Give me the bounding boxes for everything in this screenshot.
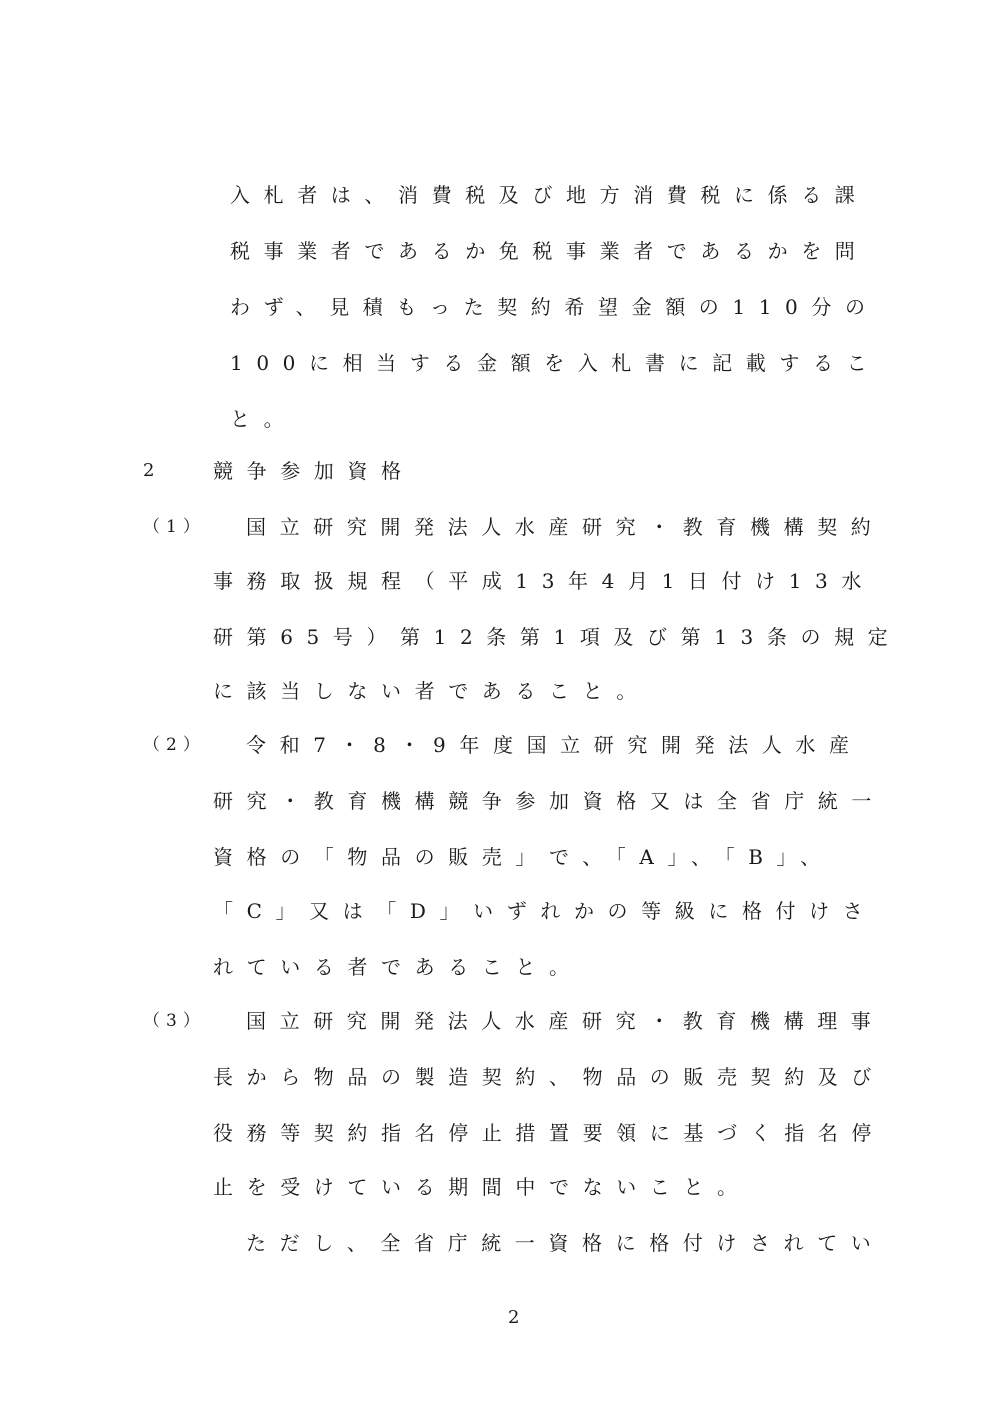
item-3-line-1: 国立研究開発法人水産研究・教育機構理事 xyxy=(246,1009,885,1033)
item-3-label: （3） xyxy=(143,1011,206,1031)
item-2-line-3: 資格の「物品の販売」で、「A」、「B」、 xyxy=(213,845,834,869)
item-1-label: （1） xyxy=(143,517,206,537)
section-heading: 競争参加資格 xyxy=(213,459,415,483)
intro-line-1: 入札者は、消費税及び地方消費税に係る課 xyxy=(230,183,869,207)
item-1-line-1: 国立研究開発法人水産研究・教育機構契約 xyxy=(246,515,885,539)
item-2-line-5: れている者であること。 xyxy=(213,955,583,979)
item-1-line-4: に該当しない者であること。 xyxy=(213,679,650,703)
item-2-line-2: 研究・教育機構競争参加資格又は全省庁統一 xyxy=(213,789,885,813)
item-2-line-1: 令和7・8・9年度国立研究開発法人水産 xyxy=(246,733,863,757)
item-1-line-3: 研第65号）第12条第1項及び第13条の規定 xyxy=(213,625,902,649)
item-1-line-2: 事務取扱規程（平成13年4月1日付け13水 xyxy=(213,569,875,593)
item-2-line-4: 「C」又は「D」いずれかの等級に格付けさ xyxy=(213,899,877,923)
item-3-line-3: 役務等契約指名停止措置要領に基づく指名停 xyxy=(213,1121,885,1145)
intro-line-4: 100に相当する金額を入札書に記載するこ xyxy=(230,351,881,375)
intro-line-3: わず、見積もった契約希望金額の110分の xyxy=(230,295,879,319)
item-3-line-5: ただし、全省庁統一資格に格付けされてい xyxy=(246,1231,885,1255)
intro-line-5: と。 xyxy=(230,407,298,431)
item-2-label: （2） xyxy=(143,735,206,755)
item-3-line-2: 長から物品の製造契約、物品の販売契約及び xyxy=(213,1065,885,1089)
item-3-line-4: 止を受けている期間中でないこと。 xyxy=(213,1175,751,1199)
intro-line-2: 税事業者であるか免税事業者であるかを問 xyxy=(230,239,869,263)
section-number: 2 xyxy=(143,460,155,481)
page-number: 2 xyxy=(508,1307,520,1328)
